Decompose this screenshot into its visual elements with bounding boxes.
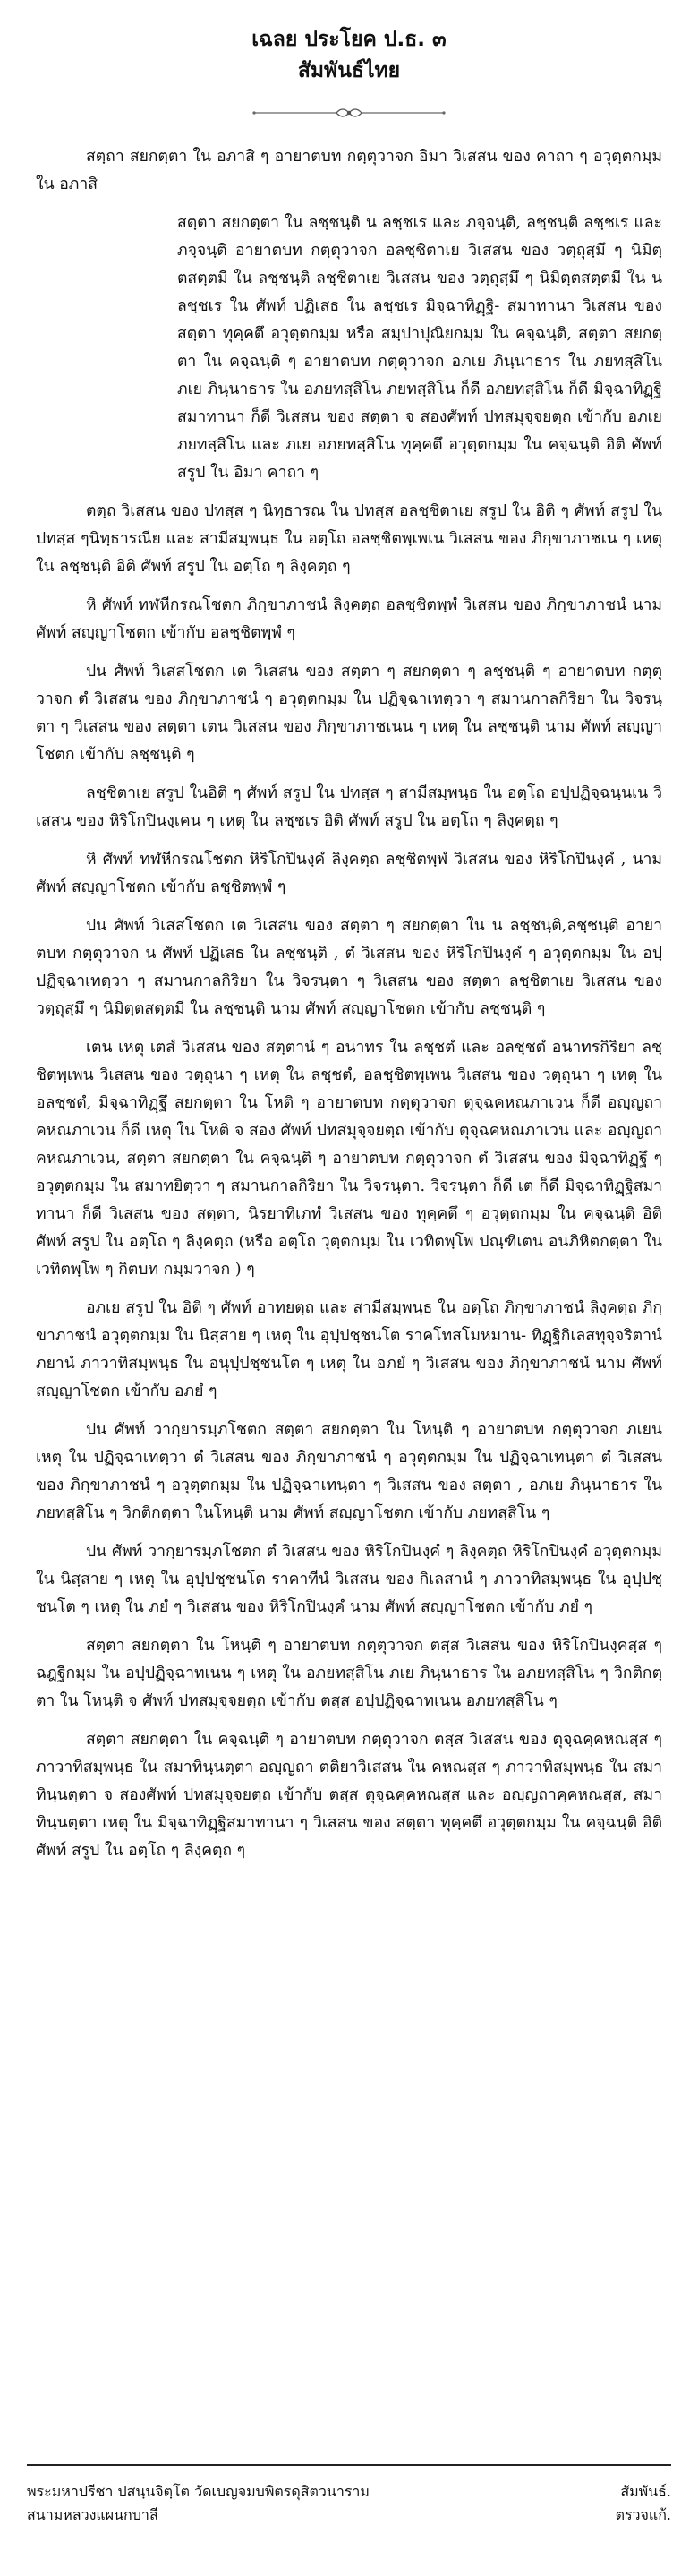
footer-divider [27,2464,671,2466]
document-header [0,0,698,124]
footer-role: สัมพันธ์. [620,2483,671,2500]
page-title: เฉลย ประโยค ป.ธ. ๓ [251,28,447,51]
footer-role-review: ตรวจแก้. [615,2506,671,2523]
paragraph: ตตฺถ วิเสสน ของ ปทสฺส ๆ นิทฺธารณ ใน ปทสฺส อลชฺชิตาเย สรูป ใน อิติ ๆ ศัพท์ สรูป ใน ปทสฺส ๆนิทฺธารณีย และ สามีสมฺพนฺธ ใน อตฺโถ อลชฺชิตพฺเพเน วิเสสน ของ ภิกฺขาภาชเน ๆ เหตุ ใน ลชฺชนฺติ อิติ ศัพท์ สรูป ใน อตฺโถ ๆ ลิงฺคตฺถ ๆ [36,502,662,576]
page-subtitle: สัมพันธ์ไทย [297,59,401,82]
paragraph: หิ ศัพท์ ทฬหีกรณโชตก ภิกฺขาภาชนํ ลิงฺคตฺถ อลชฺชิตพฺพํ วิเสสน ของ ภิกฺขาภาชนํ นาม ศัพท์ สญฺญาโชตก เข้ากับ อลชฺชิตพฺพํ ๆ [36,596,662,642]
paragraph: เตน เหตุ เตสํ วิเสสน ของ สตฺตานํ ๆ อนาทร ใน ลชฺชตํ และ อลชฺชตํ อนาทรกิริยา ลชฺชิตพฺเพน วิเสสน ของ วตฺถุนา ๆ เหตุ ใน ลชฺชตํ, อลชฺชิตพฺเพน วิเสสน ของ วตฺถุนา ๆ เหตุ ใน อลชฺชตํ, มิจฺฉาทิฏฺฐึ สยกตฺตา ใน โหติ ๆ อายาตบท กตฺตุวาจก ตุจฺฉคหณภาเวน ก็ดี อญฺญถาคหณภาเวน ก็ดี เหตุ ใน โหติ จ สอง ศัพท์ ปทสมุจฺจยตฺถ เข้ากับ ตุจฺฉคหณภาเวน และ อญฺญถาคหณภาเวน, สตฺตา สยกตฺตา ใน คจฺฉนฺติ ๆ อายาตบท กตฺตุวาจก ตํ วิเสสน ของ มิจฺฉาทิฏฺฐึ ๆ อวุตฺตกมฺม ใน สมาทยิตฺวา ๆ สมานกาลกิริยา ใน วิจรนฺตา. วิจรนฺตา ก็ดี เต ก็ดี มิจฺฉาทิฏฺฐิสมาทานา ก็ดี วิเสสน ของ สตฺตา, นิรยาทิเภทํ วิเสสน ของ ทุคฺคตึ ๆ อวุตฺตกมฺม ใน คจฺฉนฺติ อิติ ศัพท์ สรูป ใน อตฺโถ ๆ ลิงฺคตฺถ (หรือ อตฺโถ วุตฺตกมฺม ใน เวทิตพฺโพ ปณฺฑิเตน อนภิหิตกตฺตา ใน เวทิตพฺโพ ๆ กิตบท กมฺมวาจก ) ๆ [36,1039,662,1279]
paragraph: ปน ศัพท์ วิเสสโชตก เต วิเสสน ของ สตฺตา ๆ สยกตฺตา ๆ ลชฺชนฺติ ๆ อายาตบท กตฺตุวาจก ตํ วิเสสน ของ ภิกฺขาภาชนํ ๆ อวุตฺตกมฺม ใน ปฏิจฺฉาเทตฺวา ๆ สมานกาลกิริยา ใน วิจรนฺตา ๆ วิเสสน ของ สตฺตา เตน วิเสสน ของ ภิกฺขาภาชเนน ๆ เหตุ ใน ลชฺชนฺติ นาม ศัพท์ สญฺญาโชตก เข้ากับ ลชฺชนฺติ ๆ [36,663,662,764]
verse-block: สตฺตา สยกตฺตา ใน ลชฺชนฺติ น ลชฺชเร และ ภจฺจนฺติ, ลชฺชนฺติ ลชฺชเร และ ภจฺจนฺติ อายาตบท กตฺตุวาจก อลชฺชิตาเย วิเสสน ของ วตฺถุสฺมึ ๆ นิมิตฺตสตฺตมี ใน ลชฺชนฺติ ลชฺชิตาเย วิเสสน ของ วตฺถุสฺมึ ๆ นิมิตฺตสตฺตมี ใน น ลชฺชเร ใน ศัพท์ ปฏิเสธ ใน ลชฺชเร มิจฺฉาทิฏฺฐิ- สมาทานา วิเสสน ของ สตฺตา ทุคฺคตึ อวุตฺตกมฺม หรือ สมฺปาปุณิยกมฺม ใน คจฺฉนฺติ, สตฺตา สยกตฺตา ใน คจฺฉนฺติ ๆ อายาตบท กตฺตุวาจก อภเย ภินฺนาธาร ใน ภยทสฺสิโน ภเย ภินฺนาธาร ใน อภยทสฺสิโน ภยทสฺสิโน ก็ดี อภยทสฺสิโน ก็ดี มิจฺฉาทิฏฺฐิสมาทานา ก็ดี วิเสสน ของ สตฺตา จ สองศัพท์ ปทสมุจฺจยตฺถ เข้ากับ อภเย ภยทสฺสิโน และ ภเย อภยทสฺสิโน ทุคฺคตึ อวุตฺตกมฺม ใน คจฺฉนฺติ อิติ ศัพท์ สรูป ใน อิมา คาถา ๆ [177,214,662,482]
paragraph: สตฺถา สยกตฺตา ใน อภาสิ ๆ อายาตบท กตฺตุวาจก อิมา วิเสสน ของ คาถา ๆ อวุตฺตกมฺม ใน อภาสิ [36,148,662,193]
footer-role-block [564,2480,671,2527]
paragraph: ปน ศัพท์ วิเสสโชตก เต วิเสสน ของ สตฺตา ๆ สยกตฺตา ใน น ลชฺชนฺติ,ลชฺชนฺติ อายาตบท กตฺตุวาจก น ศัพท์ ปฏิเสธ ใน ลชฺชนฺติ , ตํ วิเสสน ของ หิริโกปินงฺคํ ๆ อวุตฺตกมฺม ใน อปฺปฏิจฺฉาเทตฺวา ๆ สมานกาลกิริยา ใน วิจรนฺตา ๆ วิเสสน ของ สตฺตา ลชฺชิตาเย วิเสสน ของ วตฺถุสฺมึ ๆ นิมิตฺตสตฺตมี ใน ลชฺชนฺติ นาม ศัพท์ สญฺญาโชตก เข้ากับ ลชฺชนฺติ ๆ [36,917,662,1018]
paragraph: หิ ศัพท์ ทฬหีกรณโชตก หิริโกปินงฺคํ ลิงฺคตฺถ ลชฺชิตพฺพํ วิเสสน ของ หิริโกปินงฺคํ , นาม ศัพท์ สญฺญาโชตก เข้ากับ ลชฺชิตพฺพํ ๆ [36,851,662,896]
paragraph: ปน ศัพท์ วากฺยารมฺภโชตก ตํ วิเสสน ของ หิริโกปินงฺคํ ๆ ลิงฺคตฺถ หิริโกปินงฺคํ อวุตฺตกมฺม ใน นิสฺสาย ๆ เหตุ ใน อุปฺปชฺชนโต ราคาทีนํ วิเสสน ของ กิเลสานํ ๆ ภาวาทิสมฺพนฺธ ใน อุปฺปชฺชนโต ๆ เหตุ ใน ภยํ ๆ วิเสสน ของ หิริโกปินงฺคํ นาม ศัพท์ สญฺญาโชตก เข้ากับ ภยํ ๆ [36,1543,662,1616]
footer-author-block [27,2480,492,2527]
paragraph: ลชฺชิตาเย สรูป ในอิติ ๆ ศัพท์ สรูป ใน ปทสฺส ๆ สามีสมฺพนฺธ ใน อตฺโถ อปฺปฏิจฺฉนฺนเน วิเสสน ของ หิริโกปินงฺเคน ๆ เหตุ ใน ลชฺชเร อิติ ศัพท์ สรูป ใน อตฺโถ ๆ ลิงฺคตฺถ ๆ [36,784,662,830]
paragraph: อภเย สรูป ใน อิติ ๆ ศัพท์ อาทยตฺถ และ สามีสมฺพนฺธ ใน อตฺโถ ภิกฺขาภาชนํ ลิงฺคตฺถ ภิกฺขาภาชนํ อวุตฺตกมฺม ใน นิสฺสาย ๆ เหตุ ใน อุปฺปชฺชนโต ราคโทสโมหมาน- ทิฏฺฐิกิเลสทุจฺจริตานํ ภยานํ ภาวาทิสมฺพนฺธ ใน อนุปฺปชฺชนโต ๆ เหตุ ใน อภยํ ๆ วิเสสน ของ ภิกฺขาภาชนํ นาม ศัพท์ สญฺญาโชตก เข้ากับ อภยํ ๆ [36,1299,662,1400]
paragraph: สตฺตา สยกตฺตา ใน คจฺฉนฺติ ๆ อายาตบท กตฺตุวาจก ตสฺส วิเสสน ของ ตุจฺฉคฺคหณสฺส ๆ ภาวาทิสมฺพนฺธ ใน สมาทินฺนตฺตา อญฺญถา ตติยาวิเสสน ใน คหณสฺส ๆ ภาวาทิสมฺพนฺธ ใน สมาทินฺนตฺตา จ สองศัพท์ ปทสมุจฺจยตฺถ เข้ากับ ตสฺส ตุจฺฉคฺคหณสฺส และ อญฺญถาคฺคหณสฺส, สมาทินฺนตฺตา เหตุ ใน มิจฺฉาทิฏฺฐิสมาทานา ๆ วิเสสน ของ สตฺตา ทุคฺคตึ อวุตฺตกมฺม ใน คจฺฉนฺติ อิติ ศัพท์ สรูป ใน อตฺโถ ๆ ลิงฺคตฺถ ๆ [36,1731,662,1860]
paragraph: สตฺตา สยกตฺตา ใน โหนฺติ ๆ อายาตบท กตฺตุวาจก ตสฺส วิเสสน ของ หิริโกปินงฺคสฺส ๆ ฉฎฐีกมฺม ใน อปฺปฏิจฺฉาทเนน ๆ เหตุ ใน อภยทสฺสิโน ภเย ภินฺนาธาร ใน อภยทสฺสิโน ๆ วิกติกตฺตา ใน โหนฺติ จ ศัพท์ ปทสมุจฺจยตฺถ เข้ากับ ตสฺส อปฺปฏิจฺฉาทเนน อภยทสฺสิโน ๆ [36,1637,662,1710]
paragraph: ปน ศัพท์ วากฺยารมฺภโชตก สตฺตา สยกตฺตา ใน โหนฺติ ๆ อายาตบท กตฺตุวาจก ภเยน เหตุ ใน ปฏิจฺฉาเทตฺวา ตํ วิเสสน ของ ภิกฺขาภาชนํ ๆ อวุตฺตกมฺม ใน ปฏิจฺฉาเทนฺตา ตํ วิเสสน ของ ภิกฺขาภาชนํ ๆ อวุตฺตกมฺม ใน ปฏิจฺฉาเทนฺตา ๆ วิเสสน ของ สตฺตา , อภเย ภินฺนาธาร ใน ภยทสฺสิโน ๆ วิกติกตฺตา ในโหนฺติ นาม ศัพท์ สญฺญาโชตก เข้ากับ ภยทสฺสิโน ๆ [36,1421,662,1522]
footer-office: สนามหลวงแผนกบาลี [27,2506,158,2523]
footer-author: พระมหาปรีชา ปสนฺนจิตฺโต วัดเบญจมบพิตรดุสิตวนาราม [27,2483,370,2500]
divider-ornament-icon [251,102,447,124]
document-body [36,143,662,1876]
